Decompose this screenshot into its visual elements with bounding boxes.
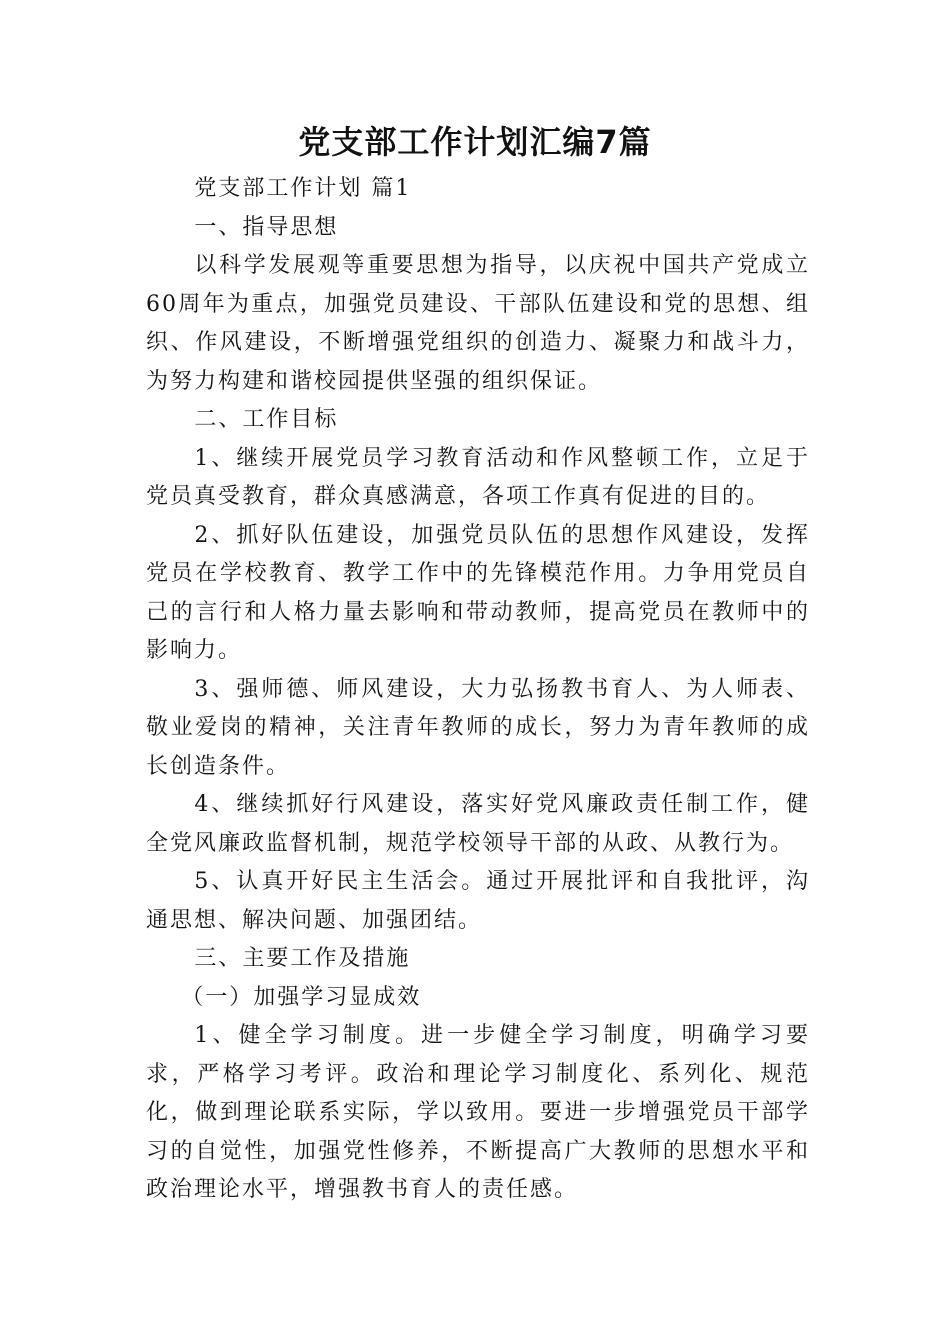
document-title: 党支部工作计划汇编7篇: [298, 123, 652, 161]
section-heading: 党支部工作计划 篇1: [194, 176, 412, 201]
paragraph: 2、抓好队伍建设，加强党员队伍的思想作风建设，发挥党员在学校教育、教学工作中的先锋模范作用。力争用党员自己的言行和人格力量去影响和带动教师，提高党员在教师中的影响力。: [146, 522, 810, 663]
subsection-heading: （一）加强学习显成效: [181, 984, 422, 1010]
paragraph: 1、健全学习制度。进一步健全学习制度，明确学习要求，严格学习考评。政治和理论学习制度化、系列化、规范化，做到理论联系实际，学以致用。要进一步增强党员干部学习的自觉性，加强党性修养，不断提高广大教师的思想水平和政治理论水平，增强教书育人的责任感。: [146, 1023, 810, 1202]
paragraph: 以科学发展观等重要思想为指导，以庆祝中国共产党成立60周年为重点，加强党员建设、干部队伍建设和党的思想、组织、作风建设，不断增强党组织的创造力、凝聚力和战斗力，为努力构建和谐校园提供坚强的组织保证。: [146, 253, 810, 394]
section-heading: 三、主要工作及措施: [194, 946, 411, 971]
document-body: [146, 170, 810, 1210]
paragraph: 5、认真开好民主生活会。通过开展批评和自我批评，沟通思想、解决问题、加强团结。: [146, 869, 810, 933]
section-heading: 一、指导思想: [194, 214, 339, 240]
paragraph: 1、继续开展党员学习教育活动和作风整顿工作，立足于党员真受教育，群众真感满意，各项工作真有促进的目的。: [146, 445, 810, 509]
section-heading: 二、工作目标: [194, 407, 339, 432]
paragraph: 3、强师德、师风建设，大力弘扬教书育人、为人师表、敬业爱岗的精神，关注青年教师的成长，努力为青年教师的成长创造条件。: [146, 676, 810, 779]
paragraph: 4、继续抓好行风建设，落实好党风廉政责任制工作，健全党风廉政监督机制，规范学校领导干部的从政、从教行为。: [146, 792, 810, 856]
